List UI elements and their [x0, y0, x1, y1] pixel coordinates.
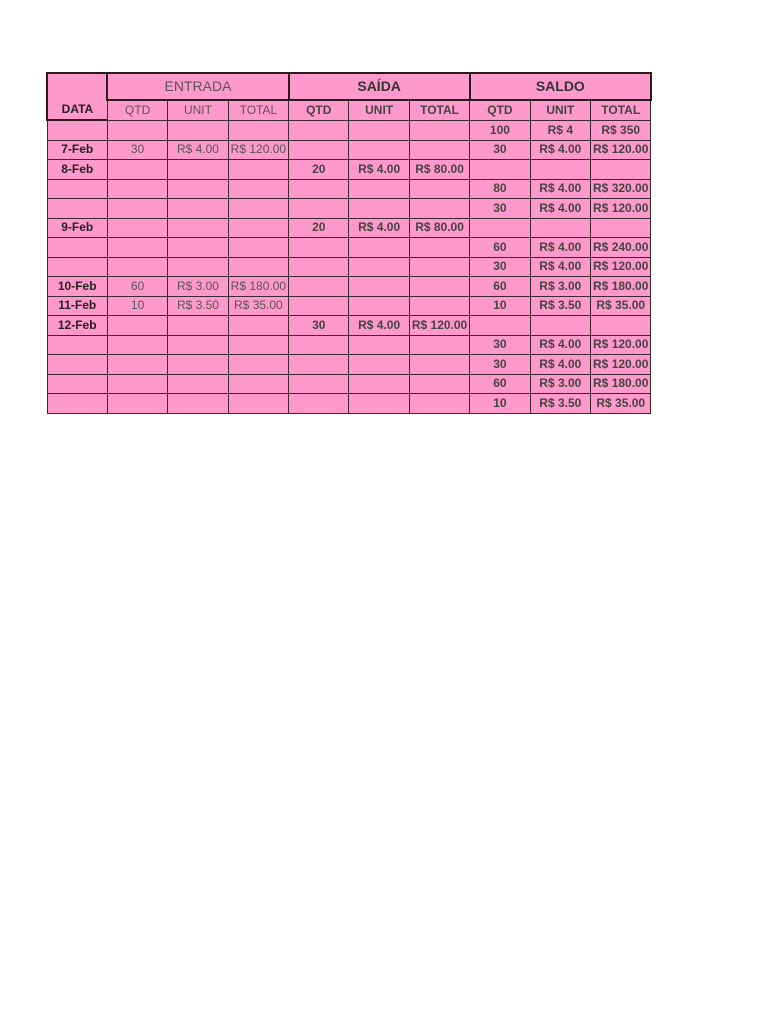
entrada-total-cell[interactable]: R$ 35.00	[228, 296, 288, 316]
saida-unit-cell[interactable]: R$ 4.00	[349, 316, 409, 336]
saldo-total-cell[interactable]: R$ 120.00	[591, 199, 651, 219]
saida-total-cell[interactable]	[409, 335, 469, 355]
entrada-total-cell[interactable]	[228, 238, 288, 258]
header-saldo-qtd[interactable]: QTD	[470, 100, 530, 120]
saida-unit-cell[interactable]	[349, 120, 409, 140]
saldo-total-cell[interactable]: R$ 120.00	[591, 140, 651, 160]
saldo-unit-cell[interactable]	[530, 218, 590, 238]
saldo-unit-cell[interactable]: R$ 4.00	[530, 238, 590, 258]
saldo-qtd-cell[interactable]: 10	[470, 394, 530, 414]
entrada-qtd-cell[interactable]	[107, 179, 167, 199]
saldo-total-cell[interactable]: R$ 180.00	[591, 277, 651, 297]
date-cell[interactable]	[47, 238, 107, 258]
saldo-total-cell[interactable]	[591, 218, 651, 238]
saldo-total-cell[interactable]: R$ 120.00	[591, 335, 651, 355]
saida-qtd-cell[interactable]	[289, 238, 349, 258]
date-cell[interactable]	[47, 199, 107, 219]
saldo-total-cell[interactable]	[591, 160, 651, 180]
table-row	[47, 257, 651, 277]
saida-total-cell[interactable]	[409, 277, 469, 297]
saida-total-cell[interactable]	[409, 394, 469, 414]
entrada-unit-cell[interactable]: R$ 3.50	[168, 296, 228, 316]
date-cell[interactable]: 9-Feb	[47, 218, 107, 238]
saldo-unit-cell[interactable]: R$ 4	[530, 120, 590, 140]
entrada-unit-cell[interactable]	[168, 199, 228, 219]
table-row	[47, 296, 651, 316]
saldo-total-cell[interactable]	[591, 316, 651, 336]
saida-total-cell[interactable]: R$ 120.00	[409, 316, 469, 336]
saldo-qtd-cell[interactable]: 60	[470, 238, 530, 258]
saida-unit-cell[interactable]: R$ 4.00	[349, 160, 409, 180]
saldo-qtd-cell[interactable]	[470, 218, 530, 238]
entrada-total-cell[interactable]	[228, 120, 288, 140]
saldo-unit-cell[interactable]: R$ 4.00	[530, 335, 590, 355]
saida-total-cell[interactable]	[409, 374, 469, 394]
saida-qtd-cell[interactable]	[289, 179, 349, 199]
saida-qtd-cell[interactable]: 30	[289, 316, 349, 336]
saida-unit-cell[interactable]: R$ 4.00	[349, 218, 409, 238]
saida-total-cell[interactable]	[409, 296, 469, 316]
entrada-unit-cell[interactable]	[168, 316, 228, 336]
entrada-total-cell[interactable]	[228, 355, 288, 375]
saida-total-cell[interactable]	[409, 179, 469, 199]
saldo-qtd-cell[interactable]: 60	[470, 277, 530, 297]
saldo-qtd-cell[interactable]: 30	[470, 335, 530, 355]
saldo-total-cell[interactable]: R$ 240.00	[591, 238, 651, 258]
table-row	[47, 277, 651, 297]
table-row	[47, 394, 651, 414]
entrada-unit-cell[interactable]	[168, 257, 228, 277]
saida-qtd-cell[interactable]	[289, 120, 349, 140]
group-header-row	[47, 73, 651, 100]
entrada-unit-cell[interactable]	[168, 394, 228, 414]
entrada-qtd-cell[interactable]	[107, 394, 167, 414]
table-row	[47, 374, 651, 394]
entrada-unit-cell[interactable]: R$ 4.00	[168, 140, 228, 160]
saida-unit-cell[interactable]	[349, 296, 409, 316]
saldo-total-cell[interactable]: R$ 180.00	[591, 374, 651, 394]
entrada-total-cell[interactable]	[228, 335, 288, 355]
date-cell[interactable]	[47, 355, 107, 375]
saldo-unit-cell[interactable]: R$ 3.00	[530, 277, 590, 297]
saida-qtd-cell[interactable]	[289, 277, 349, 297]
date-cell[interactable]	[47, 257, 107, 277]
saida-unit-cell[interactable]	[349, 238, 409, 258]
saida-qtd-cell[interactable]	[289, 140, 349, 160]
saida-total-cell[interactable]	[409, 257, 469, 277]
date-cell[interactable]	[47, 335, 107, 355]
entrada-qtd-cell[interactable]	[107, 238, 167, 258]
table-row	[47, 140, 651, 160]
saida-total-cell[interactable]	[409, 355, 469, 375]
saida-total-cell[interactable]: R$ 80.00	[409, 160, 469, 180]
entrada-unit-cell[interactable]	[168, 160, 228, 180]
saida-unit-cell[interactable]	[349, 140, 409, 160]
saida-qtd-cell[interactable]	[289, 199, 349, 219]
saldo-qtd-cell[interactable]: 60	[470, 374, 530, 394]
header-saldo-unit[interactable]: UNIT	[530, 100, 590, 120]
saldo-total-cell[interactable]: R$ 35.00	[591, 394, 651, 414]
saldo-qtd-cell[interactable]: 30	[470, 257, 530, 277]
group-saida[interactable]: SAÍDA	[289, 73, 470, 100]
saldo-total-cell[interactable]: R$ 320.00	[591, 179, 651, 199]
date-cell[interactable]: 8-Feb	[47, 160, 107, 180]
corner-cell[interactable]	[47, 73, 107, 100]
entrada-qtd-cell[interactable]	[107, 257, 167, 277]
saida-unit-cell[interactable]	[349, 355, 409, 375]
saldo-qtd-cell[interactable]: 30	[470, 355, 530, 375]
saldo-qtd-cell[interactable]: 100	[470, 120, 530, 140]
table-row	[47, 120, 651, 140]
saida-unit-cell[interactable]	[349, 374, 409, 394]
entrada-qtd-cell[interactable]	[107, 355, 167, 375]
saldo-qtd-cell[interactable]: 30	[470, 140, 530, 160]
saida-unit-cell[interactable]	[349, 179, 409, 199]
saldo-unit-cell[interactable]: R$ 4.00	[530, 257, 590, 277]
table-row	[47, 238, 651, 258]
column-header-row	[47, 100, 651, 120]
table-row	[47, 316, 651, 336]
saldo-unit-cell[interactable]: R$ 3.50	[530, 296, 590, 316]
entrada-unit-cell[interactable]	[168, 335, 228, 355]
entrada-total-cell[interactable]	[228, 374, 288, 394]
header-saida-total[interactable]: TOTAL	[409, 100, 469, 120]
saida-qtd-cell[interactable]	[289, 296, 349, 316]
saida-total-cell[interactable]	[409, 120, 469, 140]
saldo-unit-cell[interactable]: R$ 4.00	[530, 199, 590, 219]
date-cell[interactable]	[47, 394, 107, 414]
date-cell[interactable]: 10-Feb	[47, 277, 107, 297]
saldo-qtd-cell[interactable]: 10	[470, 296, 530, 316]
date-cell[interactable]	[47, 120, 107, 140]
header-entrada-total[interactable]: TOTAL	[228, 100, 288, 120]
entrada-total-cell[interactable]: R$ 120.00	[228, 140, 288, 160]
saldo-unit-cell[interactable]: R$ 4.00	[530, 355, 590, 375]
header-saida-qtd[interactable]: QTD	[289, 100, 349, 120]
saida-qtd-cell[interactable]	[289, 374, 349, 394]
saida-unit-cell[interactable]	[349, 277, 409, 297]
saida-qtd-cell[interactable]	[289, 355, 349, 375]
saldo-qtd-cell[interactable]	[470, 316, 530, 336]
saida-qtd-cell[interactable]: 20	[289, 160, 349, 180]
table-row	[47, 218, 651, 238]
saida-qtd-cell[interactable]	[289, 257, 349, 277]
saida-total-cell[interactable]	[409, 140, 469, 160]
entrada-qtd-cell[interactable]	[107, 316, 167, 336]
entrada-qtd-cell[interactable]	[107, 374, 167, 394]
entrada-total-cell[interactable]	[228, 316, 288, 336]
entrada-qtd-cell[interactable]: 10	[107, 296, 167, 316]
entrada-qtd-cell[interactable]	[107, 160, 167, 180]
header-saldo-total[interactable]: TOTAL	[591, 100, 651, 120]
saldo-unit-cell[interactable]: R$ 4.00	[530, 179, 590, 199]
group-saldo[interactable]: SALDO	[470, 73, 651, 100]
saldo-qtd-cell[interactable]: 80	[470, 179, 530, 199]
entrada-total-cell[interactable]	[228, 218, 288, 238]
saida-qtd-cell[interactable]	[289, 394, 349, 414]
saldo-qtd-cell[interactable]: 30	[470, 199, 530, 219]
date-cell[interactable]: 7-Feb	[47, 140, 107, 160]
date-cell[interactable]: 11-Feb	[47, 296, 107, 316]
entrada-qtd-cell[interactable]: 60	[107, 277, 167, 297]
saida-unit-cell[interactable]	[349, 257, 409, 277]
entrada-unit-cell[interactable]	[168, 355, 228, 375]
table-row	[47, 179, 651, 199]
saida-total-cell[interactable]	[409, 199, 469, 219]
table-row	[47, 355, 651, 375]
header-saida-unit[interactable]: UNIT	[349, 100, 409, 120]
entrada-qtd-cell[interactable]	[107, 335, 167, 355]
saldo-total-cell[interactable]: R$ 350	[591, 120, 651, 140]
group-entrada[interactable]: ENTRADA	[107, 73, 288, 100]
saida-total-cell[interactable]	[409, 238, 469, 258]
saida-unit-cell[interactable]	[349, 394, 409, 414]
saldo-unit-cell[interactable]	[530, 160, 590, 180]
entrada-qtd-cell[interactable]	[107, 120, 167, 140]
inventory-sheet	[46, 72, 652, 414]
entrada-unit-cell[interactable]	[168, 120, 228, 140]
entrada-total-cell[interactable]: R$ 180.00	[228, 277, 288, 297]
saldo-unit-cell[interactable]: R$ 4.00	[530, 140, 590, 160]
entrada-total-cell[interactable]	[228, 179, 288, 199]
saldo-total-cell[interactable]: R$ 120.00	[591, 257, 651, 277]
entrada-unit-cell[interactable]	[168, 179, 228, 199]
saldo-unit-cell[interactable]: R$ 3.00	[530, 374, 590, 394]
entrada-total-cell[interactable]	[228, 257, 288, 277]
date-cell[interactable]	[47, 179, 107, 199]
entrada-qtd-cell[interactable]	[107, 218, 167, 238]
saida-total-cell[interactable]: R$ 80.00	[409, 218, 469, 238]
entrada-unit-cell[interactable]: R$ 3.00	[168, 277, 228, 297]
entrada-total-cell[interactable]	[228, 394, 288, 414]
entrada-unit-cell[interactable]	[168, 218, 228, 238]
saldo-qtd-cell[interactable]	[470, 160, 530, 180]
header-entrada-unit[interactable]: UNIT	[168, 100, 228, 120]
entrada-total-cell[interactable]	[228, 199, 288, 219]
saida-qtd-cell[interactable]	[289, 335, 349, 355]
entrada-qtd-cell[interactable]	[107, 199, 167, 219]
saida-qtd-cell[interactable]: 20	[289, 218, 349, 238]
saldo-unit-cell[interactable]: R$ 3.50	[530, 394, 590, 414]
entrada-qtd-cell[interactable]: 30	[107, 140, 167, 160]
table-row	[47, 199, 651, 219]
entrada-total-cell[interactable]	[228, 160, 288, 180]
saldo-total-cell[interactable]: R$ 35.00	[591, 296, 651, 316]
date-cell[interactable]: 12-Feb	[47, 316, 107, 336]
date-cell[interactable]	[47, 374, 107, 394]
saida-unit-cell[interactable]	[349, 199, 409, 219]
table-row	[47, 160, 651, 180]
header-data[interactable]: DATA	[47, 100, 107, 120]
header-entrada-qtd[interactable]: QTD	[107, 100, 167, 120]
entrada-unit-cell[interactable]	[168, 238, 228, 258]
table-row	[47, 335, 651, 355]
saida-unit-cell[interactable]	[349, 335, 409, 355]
saldo-total-cell[interactable]: R$ 120.00	[591, 355, 651, 375]
entrada-unit-cell[interactable]	[168, 374, 228, 394]
saldo-unit-cell[interactable]	[530, 316, 590, 336]
